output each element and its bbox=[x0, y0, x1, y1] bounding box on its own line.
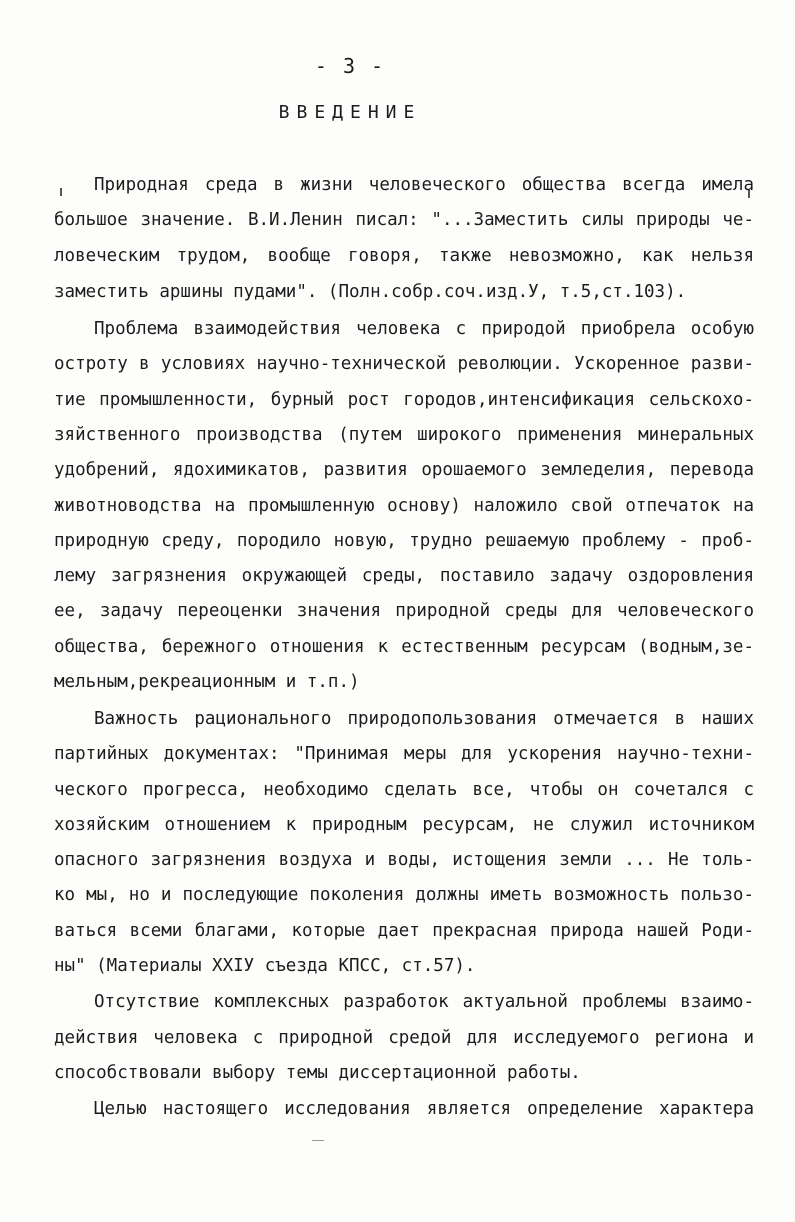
text-line: Природная среда в жизни человеческого общества всегда имела bbox=[94, 175, 754, 195]
text-line: ны" (Материалы XXIУ съезда КПСС, ст.57). bbox=[54, 956, 476, 976]
text-line: удобрений, ядохимикатов, развития орошаемого земледелия, перевода bbox=[54, 460, 754, 480]
page-number: - 3 - bbox=[314, 54, 386, 78]
text-line: остроту в условиях научно-технической революции. Ускоренное разви- bbox=[54, 354, 754, 374]
text-line: ко мы, но и последующие поколения должны иметь возможность пользо- bbox=[54, 885, 754, 905]
text-line: Проблема взаимодействия человека с природой приобрела особую bbox=[94, 319, 754, 339]
text-line: хозяйским отношением к природным ресурсам, не служил источником bbox=[54, 815, 754, 835]
text-line: общества, бережного отношения к естественным ресурсам (водным,зе- bbox=[54, 637, 754, 657]
text-line: лему загрязнения окружающей среды, поставило задачу оздоровления bbox=[54, 566, 754, 586]
text-line: опасного загрязнения воздуха и воды, истощения земли ... Не толь- bbox=[54, 850, 754, 870]
stray-mark bbox=[312, 1140, 324, 1141]
text-line: тие промышленности, бурный рост городов,интенсификация сельскохо- bbox=[54, 390, 754, 410]
text-line: Отсутствие комплексных разработок актуальной проблемы взаимо- bbox=[94, 992, 754, 1012]
text-line: животноводства на промышленную основу) наложило свой отпечаток на bbox=[54, 496, 754, 516]
text-line: заместить аршины пудами". (Полн.собр.соч.изд.У, т.5,ст.103). bbox=[54, 282, 687, 302]
text-line: природную среду, породило новую, трудно решаемую проблему - проб- bbox=[54, 531, 754, 551]
text-line: способствовали выбору темы диссертационной работы. bbox=[54, 1063, 581, 1083]
text-line: ческого прогресса, необходимо сделать все, чтобы он сочетался с bbox=[54, 780, 754, 800]
text-line: партийных документах: "Принимая меры для ускорения научно-техни- bbox=[54, 744, 754, 764]
text-line: большое значение. В.И.Ленин писал: "...Заместить силы природы че- bbox=[54, 210, 754, 230]
text-line: ловеческим трудом, вообще говоря, также невозможно, как нельзя bbox=[54, 246, 754, 266]
text-line: ее, задачу переоценки значения природной среды для человеческого bbox=[54, 601, 754, 621]
text-line: ваться всеми благами, которые дает прекрасная природа нашей Роди- bbox=[54, 921, 754, 941]
text-line: действия человека с природной средой для исследуемого региона и bbox=[54, 1028, 754, 1048]
margin-mark bbox=[60, 188, 62, 196]
page-title: ВВЕДЕНИЕ bbox=[278, 102, 422, 123]
text-line: мельным,рекреационным и т.п.) bbox=[54, 672, 360, 692]
text-line: Целью настоящего исследования является определение характера bbox=[94, 1099, 754, 1119]
text-line: Важность рационального природопользования отмечается в наших bbox=[94, 709, 754, 729]
text-line: зяйственного производства (путем широкого применения минеральных bbox=[54, 425, 754, 445]
